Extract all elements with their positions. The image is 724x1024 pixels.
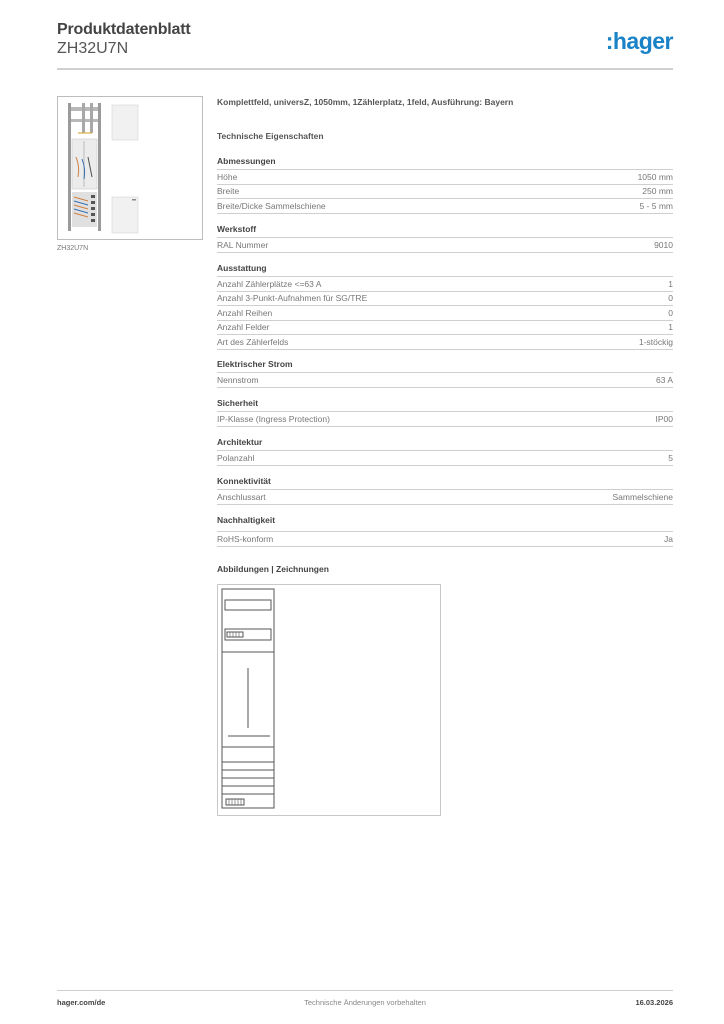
group-ausstattung xyxy=(217,262,673,350)
product-code: ZH32U7N xyxy=(57,40,129,57)
group-konnektivitaet xyxy=(217,475,673,505)
row-label: Nennstrom xyxy=(217,374,259,385)
group-title: Konnektivität xyxy=(217,475,673,490)
table-row xyxy=(217,292,673,307)
group-elektrischer-strom xyxy=(217,358,673,388)
technical-drawing xyxy=(217,584,441,816)
row-label: Breite/Dicke Sammelschiene xyxy=(217,200,326,211)
page-header xyxy=(57,20,673,58)
table-row xyxy=(217,373,673,388)
distribution-board-drawing-icon xyxy=(218,585,440,815)
document-title: Produktdatenblatt xyxy=(57,21,191,38)
row-value: Ja xyxy=(664,533,673,544)
group-title: Elektrischer Strom xyxy=(217,358,673,373)
row-label: RoHS-konform xyxy=(217,533,274,544)
group-nachhaltigkeit xyxy=(217,514,673,547)
row-label: Anzahl 3-Punkt-Aufnahmen für SG/TRE xyxy=(217,293,368,303)
row-label: Polanzahl xyxy=(217,452,255,463)
table-row xyxy=(217,532,673,547)
technical-properties-heading: Technische Eigenschaften xyxy=(217,131,324,141)
row-value: 1-stöckig xyxy=(638,336,673,347)
footer-website: hager.com/de xyxy=(57,998,106,1007)
group-title: Werkstoff xyxy=(217,223,673,238)
row-value: IP00 xyxy=(655,413,673,424)
row-value: 5 - 5 mm xyxy=(639,200,673,211)
row-value: 1 xyxy=(668,322,673,332)
row-value: 1050 mm xyxy=(637,171,673,182)
row-label: IP-Klasse (Ingress Protection) xyxy=(217,413,330,424)
group-title: Sicherheit xyxy=(217,397,673,412)
table-row xyxy=(217,170,673,185)
table-row xyxy=(217,306,673,321)
row-value: 9010 xyxy=(654,239,673,250)
row-value: 1 xyxy=(668,278,673,289)
group-title: Ausstattung xyxy=(217,262,673,277)
row-label: Art des Zählerfelds xyxy=(217,336,289,347)
product-image xyxy=(57,96,203,240)
row-value: Sammelschiene xyxy=(612,491,673,502)
drawings-heading: Abbildungen | Zeichnungen xyxy=(217,564,329,574)
product-image-caption: ZH32U7N xyxy=(57,245,89,252)
row-value: 0 xyxy=(668,293,673,303)
product-main xyxy=(217,96,673,142)
row-label: Höhe xyxy=(217,171,238,182)
table-row xyxy=(217,412,673,427)
table-row xyxy=(217,238,673,253)
table-row xyxy=(217,199,673,214)
table-row xyxy=(217,451,673,466)
row-label: Anzahl Reihen xyxy=(217,307,273,318)
table-row xyxy=(217,185,673,200)
product-description: Komplettfeld, universZ, 1050mm, 1Zählerplatz, 1feld, Ausführung: Bayern xyxy=(217,97,514,107)
table-row xyxy=(217,321,673,336)
footer-date: 16.03.2026 xyxy=(635,998,673,1007)
table-row xyxy=(217,277,673,292)
group-title: Nachhaltigkeit xyxy=(217,514,673,532)
group-sicherheit xyxy=(217,397,673,427)
row-value: 5 xyxy=(668,452,673,463)
row-label: Anschlussart xyxy=(217,491,266,502)
row-value: 63 A xyxy=(655,374,673,385)
row-value: 0 xyxy=(668,307,673,318)
group-title: Abmessungen xyxy=(217,155,673,170)
hager-logo: :hager xyxy=(605,28,673,54)
row-label: RAL Nummer xyxy=(217,239,269,250)
group-abmessungen xyxy=(217,155,673,214)
row-label: Anzahl Zählerplätze <=63 A xyxy=(217,278,322,289)
group-architektur xyxy=(217,436,673,466)
group-title: Architektur xyxy=(217,436,673,451)
table-row xyxy=(217,335,673,350)
header-divider xyxy=(57,68,673,70)
row-label: Anzahl Felder xyxy=(217,322,270,332)
distribution-board-photo-icon xyxy=(58,97,202,239)
row-value: 250 mm xyxy=(642,186,673,196)
footer-notice: Technische Änderungen vorbehalten xyxy=(304,998,426,1007)
row-label: Breite xyxy=(217,186,240,196)
table-row xyxy=(217,490,673,505)
group-werkstoff xyxy=(217,223,673,253)
footer-divider xyxy=(57,990,673,991)
